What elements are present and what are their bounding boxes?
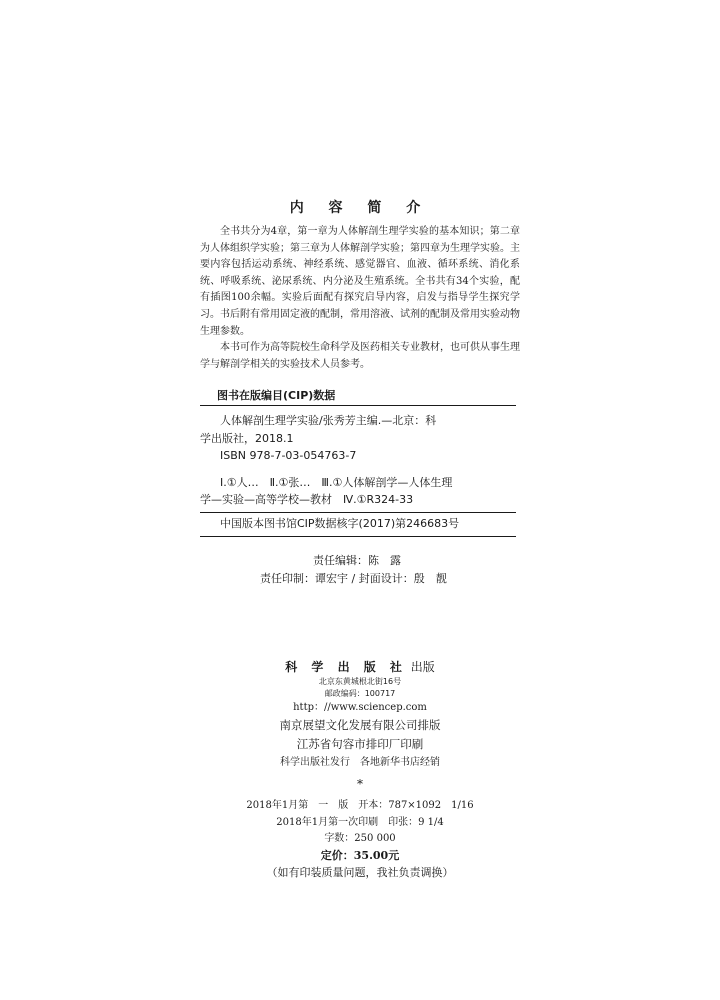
cip-isbn: ISBN 978-7-03-054763-7 [220, 449, 357, 462]
content-summary [200, 224, 520, 373]
print-cover-credit: 责任印制：谭宏宇 / 封面设计：殷 靓 [260, 572, 447, 585]
summary-paragraph: 本书可作为高等院校生命科学及医药相关专业教材，也可供从事生理学与解剖学相关的实验技术人员参考。 [200, 342, 520, 370]
publisher-name-line [200, 658, 520, 676]
typesetting-info: 南京展望文化发展有限公司排版 [279, 718, 441, 732]
cip-block [200, 412, 516, 509]
cip-bottom-rule [200, 536, 516, 537]
publisher-postcode: 邮政编码：100717 [324, 689, 396, 698]
publisher-block [200, 658, 520, 793]
cip-number-block [200, 515, 516, 533]
page-title: 内 容 简 介 [289, 200, 431, 216]
cip-top-rule [200, 405, 516, 406]
separator-star: * [357, 777, 363, 791]
cip-subject-line: Ⅰ.①人… Ⅱ.①张… Ⅲ.①人体解剖学—人体生理 [220, 475, 453, 489]
cip-heading: 图书在版编目(CIP)数据 [217, 389, 336, 402]
edition-block [200, 798, 520, 882]
first-printing-line: 2018年1月第一次印刷 印张：9 1/4 [276, 816, 444, 828]
quality-notice: （如有印装质量问题，我社负责调换） [266, 866, 454, 879]
editor-credit: 责任编辑：陈 露 [313, 554, 401, 567]
publisher-website: http：//www.sciencep.com [293, 702, 427, 713]
first-edition-line: 2018年1月第 一 版 开本：787×1092 1/16 [246, 800, 474, 811]
price: 定价：35.00元 [320, 848, 400, 862]
word-count: 字数：250 000 [324, 833, 396, 844]
printing-info: 江苏省句容市排印厂印刷 [296, 737, 424, 751]
cip-middle-rule [200, 512, 516, 513]
summary-paragraph: 全书共分为4章，第一章为人体解剖生理学实验的基本知识；第二章为人体组织学实验；第三章为人体解剖学实验；第四章为生理学实验。主要内容包括运动系统、神经系统、感觉器官、血液、循环系统、消化系统、呼吸系统、泌尿系统、内分泌及生殖系统。全书共有34个实验，配有插图100余幅。实验后面配有探究启导内容，启发与指导学生探究学习。书后附有常用固定液的配制，常用溶液、试剂的配制及常用实验动物生理参数。 [200, 226, 520, 337]
publisher-logo-text: 科 学 出 版 社 [285, 660, 407, 674]
publisher-suffix: 出版 [410, 660, 435, 674]
cip-entry-line: 学出版社，2018.1 [200, 431, 294, 445]
publisher-address: 北京东黄城根北街16号 [318, 677, 402, 686]
distribution-info: 科学出版社发行 各地新华书店经销 [280, 757, 440, 768]
cip-entry-line: 人体解剖生理学实验/张秀芳主编.—北京：科 [220, 414, 437, 427]
cip-number: 中国版本图书馆CIP数据核字(2017)第246683号 [220, 517, 460, 530]
cip-subject-line: 学—实验—高等学校—教材 Ⅳ.①R324-33 [200, 493, 414, 506]
